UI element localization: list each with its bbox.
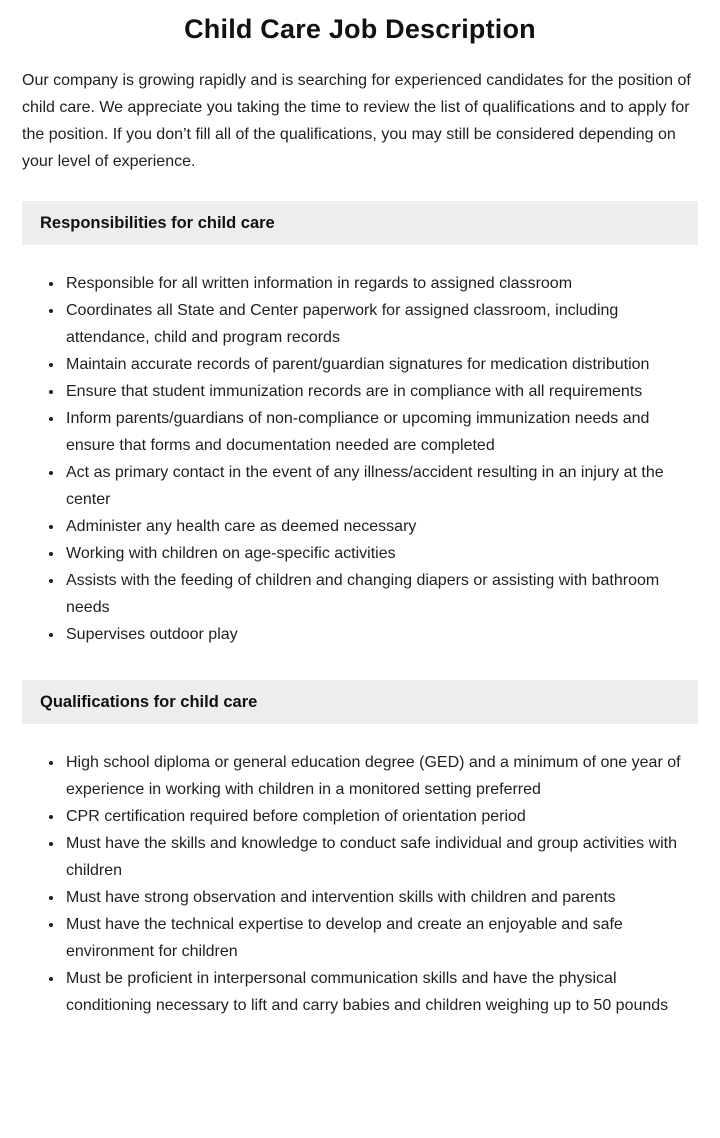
list-item: • Act as primary contact in the event of any illness/accident resulting in an injury at the center: [64, 459, 698, 513]
list-item: • Administer any health care as deemed necessary: [64, 513, 698, 540]
list-item: • Responsible for all written information in regards to assigned classroom: [64, 270, 698, 297]
responsibilities-heading-text: Responsibilities for child care: [40, 214, 275, 232]
list-item: • Must be proficient in interpersonal communication skills and have the physical conditioning necessary to lift and carry babies and children weighing up to 50 pounds: [64, 965, 698, 1019]
list-item: • Coordinates all State and Center paperwork for assigned classroom, including attendance, child and program records: [64, 297, 698, 351]
list-item: • Assists with the feeding of children and changing diapers or assisting with bathroom needs: [64, 567, 698, 621]
list-item: • High school diploma or general education degree (GED) and a minimum of one year of experience in working with children in a monitored setting preferred: [64, 749, 698, 803]
list-item: • CPR certification required before completion of orientation period: [64, 803, 698, 830]
page-title: Child Care Job Description: [184, 14, 536, 44]
list-item: • Ensure that student immunization records are in compliance with all requirements: [64, 378, 698, 405]
section-responsibilities: [22, 201, 698, 648]
list-item: • Must have the technical expertise to develop and create an enjoyable and safe environment for children: [64, 911, 698, 965]
section-qualifications: [22, 680, 698, 1019]
list-item: • Working with children on age-specific activities: [64, 540, 698, 567]
qualifications-section-header: [22, 680, 698, 724]
qualifications-heading-text: Qualifications for child care: [40, 693, 258, 711]
list-item: • Supervises outdoor play: [64, 621, 698, 648]
list-item: • Must have the skills and knowledge to conduct safe individual and group activities with children: [64, 830, 698, 884]
list-item: • Must have strong observation and intervention skills with children and parents: [64, 884, 698, 911]
responsibilities-section-header: [22, 201, 698, 245]
list-item: • Inform parents/guardians of non-compliance or upcoming immunization needs and ensure that forms and documentation needed are completed: [64, 405, 698, 459]
qualifications-list: [22, 749, 698, 1019]
list-item: • Maintain accurate records of parent/guardian signatures for medication distribution: [64, 351, 698, 378]
intro-paragraph: Our company is growing rapidly and is searching for experienced candidates for the position of child care. We appreciate you taking the time to review the list of qualifications and to apply for the position. If you don’t fill all of the qualifications, you may still be considered depending on your level of experience.: [22, 72, 691, 170]
responsibilities-list: [22, 270, 698, 648]
